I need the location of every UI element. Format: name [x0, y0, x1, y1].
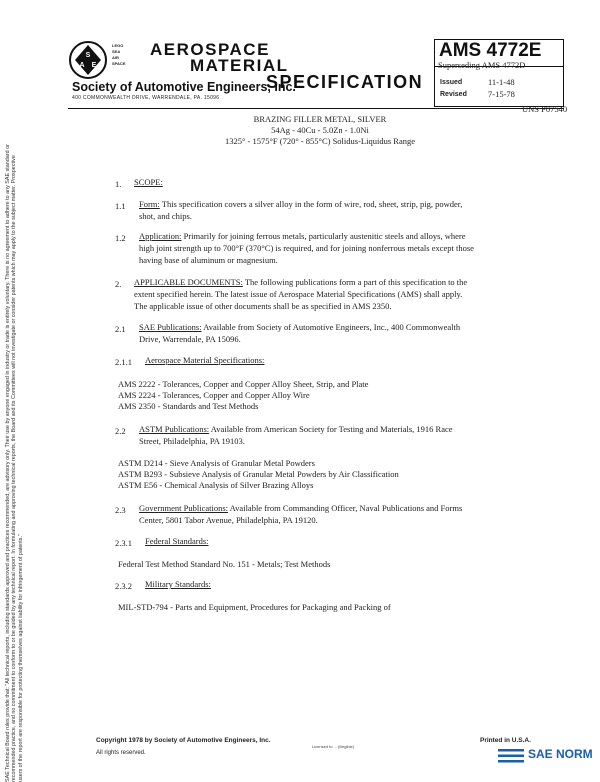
section-text: Available from Commanding Officer, Naval Publications and Forms	[228, 503, 463, 513]
section-number: 2.1.1	[115, 357, 132, 367]
section-label: Aerospace Material Specifications:	[145, 355, 265, 365]
svg-text:A: A	[79, 62, 85, 69]
section-number: 1.	[115, 179, 122, 189]
section-number: 2.3.1	[115, 538, 132, 548]
section-label: ASTM Publications:	[139, 424, 210, 434]
section-text: Drive, Warrendale, PA 15096.	[139, 334, 241, 344]
title-material: MATERIAL	[190, 56, 289, 75]
section-text: The applicable issue of other documents shall be as specified in AMS 2350.	[134, 301, 392, 311]
reference-item: AMS 2350 - Standards and Test Methods	[118, 401, 259, 411]
revised-date: 7-15-78	[488, 89, 515, 99]
section-label: Military Standards:	[145, 579, 211, 589]
section-number: 2.1	[115, 324, 126, 334]
society-address: 400 COMMONWEALTH DRIVE, WARRENDALE, PA. 15096	[72, 95, 220, 101]
section-text: shot, and chips.	[139, 211, 192, 221]
section-text: The following publications form a part of this specification to the	[242, 277, 468, 287]
section-text: Primarily for joining ferrous metals, particularly austenitic steels and alloys, where	[181, 231, 466, 241]
reference-item: AMS 2224 - Tolerances, Copper and Copper Alloy Wire	[118, 390, 310, 400]
melting-range: 1325° - 1575°F (720° - 855°C) Solidus-Liquidus Range	[225, 136, 415, 146]
logo-line: LEGO	[112, 43, 124, 48]
logo-line: SPACE	[112, 61, 126, 66]
reference-item: ASTM D214 - Sieve Analysis of Granular Metal Powders	[118, 458, 315, 468]
section-text: Available from Society of Automotive Engineers, Inc., 400 Commonwealth	[201, 322, 461, 332]
section-text: having base of aluminum or magnesium.	[139, 255, 278, 265]
section-1-2	[139, 231, 465, 243]
logo-line: AIR	[112, 55, 119, 60]
supersedes-note: Superseding AMS 4772D	[438, 60, 526, 70]
section-number: 2.3.2	[115, 581, 132, 591]
section-number: 1.1	[115, 201, 126, 211]
section-label: Government Publications:	[139, 503, 229, 513]
society-name: Society of Automotive Engineers, Inc.	[72, 80, 296, 94]
revised-label: Revised	[440, 91, 467, 98]
section-text: extent specified herein. The latest issue of Aerospace Material Specifications (AMS) shall apply.	[134, 289, 463, 299]
section-text: Available from American Society for Testing and Materials, 1916 Race	[209, 424, 453, 434]
rights-reserved: All rights reserved.	[96, 750, 146, 756]
material-title: BRAZING FILLER METAL, SILVER	[253, 114, 387, 124]
technical-board-disclaimer: SAE Technical Board rules provide that: "All technical reports, including standards approved and practices recommended, are advisory only. Their use by anyone engaged in industry or trade is entirely voluntary. There is no agreement to adhere to any SAE standard or recommended practice, and no commitment to conform to or be guided by any technical report. In formulating and approving technical reports, the Board and its Committees will not investigate or consider patents which may apply to the subject matter. Prospective users of the report are responsible for protecting themselves against liability for infringement of patents."	[5, 144, 24, 782]
section-number: 1.2	[115, 233, 126, 243]
section-label: Federal Standards:	[145, 536, 209, 546]
section-2-3	[139, 503, 462, 515]
section-heading-scope: SCOPE:	[134, 177, 163, 187]
section-2-2	[139, 424, 453, 436]
reference-item: Federal Test Method Standard No. 151 - Metals; Test Methods	[118, 559, 331, 569]
reference-item: AMS 2222 - Tolerances, Copper and Copper Alloy Sheet, Strip, and Plate	[118, 379, 369, 389]
section-2-1	[139, 322, 460, 334]
logo-line: SEA	[112, 49, 121, 54]
uns-number: UNS P07540	[522, 104, 568, 114]
sae-logo-icon	[68, 40, 108, 80]
ams-number: AMS 4772E	[439, 40, 542, 61]
composition: 54Ag - 40Cu - 5.0Zn - 1.0Ni	[271, 125, 369, 135]
copyright: Copyright 1978 by Society of Automotive Engineers, Inc.	[96, 737, 271, 744]
license-note: Licensed to ... (illegible)	[312, 744, 355, 749]
section-1-1	[139, 199, 462, 211]
section-number: 2.2	[115, 426, 126, 436]
section-label: Form:	[139, 199, 160, 209]
section-number: 2.3	[115, 505, 126, 515]
issued-date: 11-1-48	[488, 77, 515, 87]
reference-item: MIL-STD-794 - Parts and Equipment, Procedures for Packaging and Packing of	[118, 602, 391, 612]
reference-item: ASTM B293 - Subsieve Analysis of Granular Metal Powders by Air Classification	[118, 469, 399, 479]
section-label: SAE Publications:	[139, 322, 202, 332]
section-label: Application:	[139, 231, 182, 241]
section-2	[134, 277, 467, 289]
issued-label: Issued	[440, 79, 463, 86]
title-aerospace: AEROSPACE	[150, 40, 270, 59]
section-text: Street, Philadelphia, PA 19103.	[139, 436, 245, 446]
logo-caption	[112, 43, 134, 67]
svg-text:E: E	[91, 62, 97, 69]
header-divider	[68, 108, 564, 109]
reference-item: ASTM E56 - Chemical Analysis of Silver Brazing Alloys	[118, 480, 314, 490]
section-text: high joint strength up to 700°F (370°C) is required, and for joining nonferrous metals except those	[139, 243, 474, 253]
section-text: Center, 5801 Tabor Avenue, Philadelphia, PA 19120.	[139, 515, 318, 525]
sae-norm-brand: SAE NORM	[528, 747, 593, 761]
svg-text:S: S	[85, 52, 91, 59]
section-number: 2.	[115, 279, 122, 289]
section-label: APPLICABLE DOCUMENTS:	[134, 277, 243, 287]
title-specification: SPECIFICATION	[266, 72, 424, 92]
printed-in: Printed in U.S.A.	[480, 737, 531, 744]
section-text: This specification covers a silver alloy in the form of wire, rod, sheet, strip, pig, powder,	[159, 199, 463, 209]
